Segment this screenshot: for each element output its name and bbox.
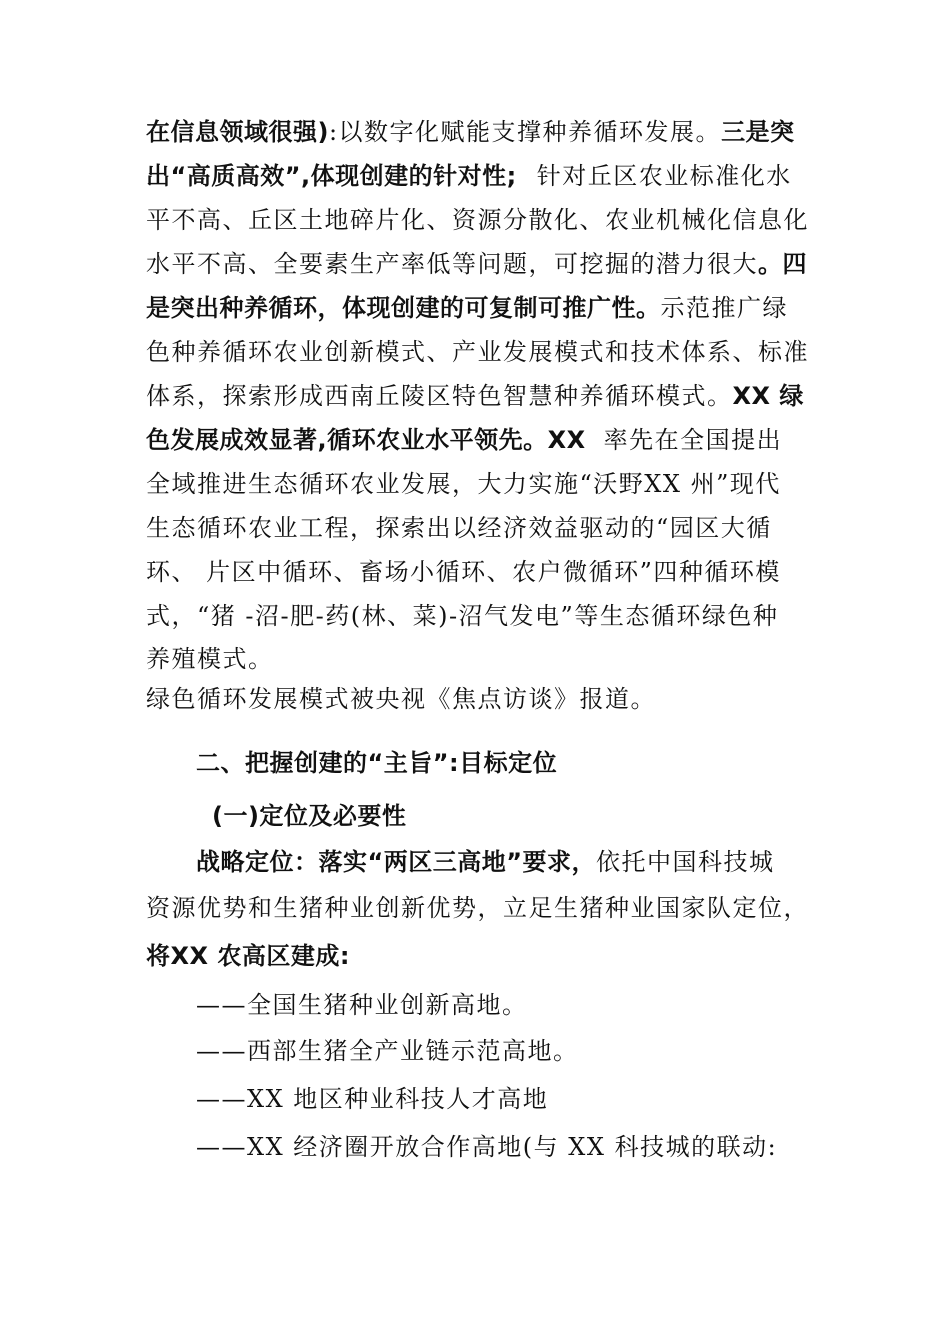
paragraph-line-10 (146, 512, 772, 544)
bold-text: XX 绿 (732, 382, 804, 410)
section-heading: 二、把握创建的“主旨”:目标定位 (196, 749, 558, 777)
body-text: 色种养循环农业创新模式、产业发展模式和技术体系、标准 (146, 338, 809, 366)
paragraph-line-7 (146, 380, 804, 412)
bold-text: 战略定位：落实“两区三高地”要求， (196, 848, 597, 876)
list-item: ——全国生猪种业创新高地。 (196, 991, 528, 1019)
strategy-line-2 (146, 892, 809, 924)
paragraph-line-9 (146, 468, 781, 500)
body-text: 体系，探索形成西南丘陵区特色智慧种养循环模式。 (146, 382, 733, 410)
body-text: 式，“猪 -沼-肥-药(林、菜)-沼气发电”等生态循环绿色种 (146, 602, 779, 630)
bold-text: 色发展成效显著,循环农业水平领先。XX (146, 426, 586, 454)
body-text: 针对丘区农业标准化水 (536, 162, 792, 190)
list-item: ——西部生猪全产业链示范高地。 (196, 1037, 579, 1065)
body-text: 全域推进生态循环农业发展，大力实施“沃野XX 州”现代 (146, 470, 781, 498)
list-item: ——XX 经济圈开放合作高地(与 XX 科技城的联动: (196, 1133, 778, 1161)
paragraph-line-1 (146, 116, 795, 148)
paragraph-line-4 (146, 248, 807, 280)
list-item: ——XX 地区种业科技人才高地 (196, 1085, 549, 1113)
body-text: 环、 片区中循环、畜场小循环、农户微循环”四种循环模 (146, 558, 781, 586)
paragraph-line-12 (146, 600, 778, 632)
body-text: 依托中国科技城 (596, 848, 775, 876)
bold-text: 三是突 (721, 118, 795, 146)
body-text: :以数字化赋能支撑种养循环发展。 (328, 118, 722, 146)
bold-text: 。四 (758, 250, 807, 278)
paragraph-line-11 (146, 556, 781, 588)
strategy-line-1 (196, 846, 775, 878)
bold-text: 将XX 农高区建成: (146, 942, 350, 970)
body-text: 水平不高、全要素生产率低等问题，可挖掘的潜力很大 (146, 250, 758, 278)
body-text: 平不高、丘区土地碎片化、资源分散化、农业机械化信息化 (146, 206, 809, 234)
bold-text: 在信息领域很强) (146, 118, 329, 146)
body-text: 养殖模式。 (146, 645, 274, 673)
body-text: 示范推广绿 (660, 294, 788, 322)
subsection-heading: (一)定位及必要性 (212, 802, 407, 830)
bold-text: 出“高质高效”,体现创建的针对性; (146, 162, 517, 190)
paragraph-line-3 (146, 204, 809, 236)
paragraph-line-6 (146, 336, 809, 368)
paragraph-line-13 (146, 643, 274, 675)
paragraph-line-8 (146, 424, 782, 456)
strategy-line-3 (146, 940, 350, 972)
bold-text: 是突出种养循环，体现创建的可复制可推广性。 (146, 294, 661, 322)
body-text: 率先在全国提出 (603, 426, 783, 454)
paragraph-line-14 (146, 683, 656, 715)
body-text: 生态循环农业工程，探索出以经济效益驱动的“园区大循 (146, 514, 772, 542)
paragraph-line-2 (146, 160, 792, 192)
paragraph-line-5 (146, 292, 788, 324)
body-text: 资源优势和生猪种业创新优势，立足生猪种业国家队定位， (146, 894, 809, 922)
body-text: 绿色循环发展模式被央视《焦点访谈》报道。 (146, 685, 656, 713)
